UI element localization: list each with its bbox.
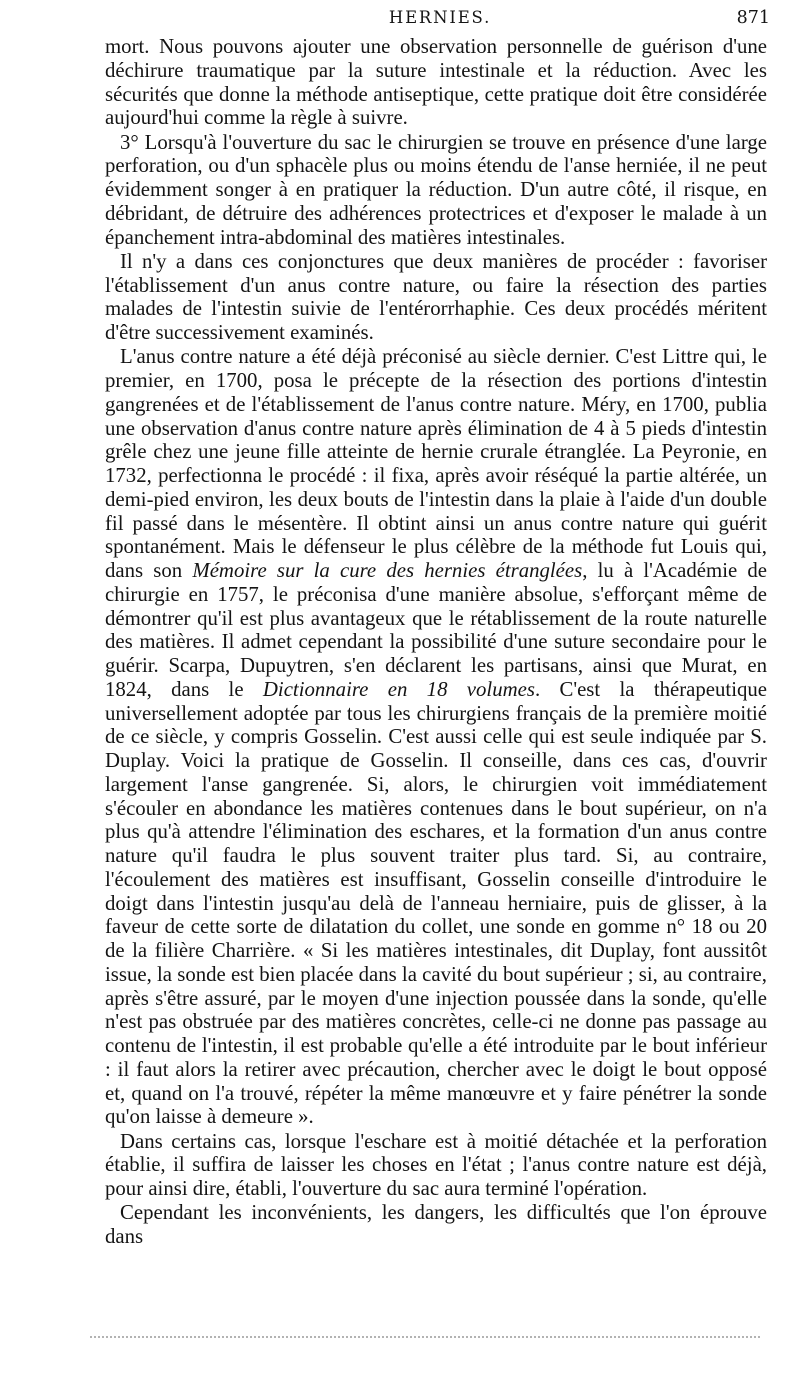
italic-title: Mémoire sur la cure des hernies étranglées bbox=[192, 559, 583, 582]
paragraph-text: Cependant les inconvénients, les dangers, les difficultés que l'on éprouve dans bbox=[105, 1201, 767, 1248]
paragraph-text: L'anus contre nature a été déjà préconisé au siècle dernier. C'est Littre qui, le premier, en 1700, posa le précepte de la résection des portions d'intestin gangrenées et de l'établissement de l'anus contre nature. Méry, en 1700, publia une observation d'anus contre nature après élimination de 4 à 5 pieds d'intestin grêle chez une jeune fille atteinte de hernie crurale étranglée. La Peyronie, en 1732, perfectionna le procédé : il fixa, après avoir réséqué la partie altérée, un demi-pied environ, les deux bouts de l'intestin dans la plaie à l'aide d'un double fil passé dans le mésentère. Il obtint ainsi un anus contre nature qui guérit spontanément. Mais le défenseur le plus célèbre de la méthode fut Louis qui, dans son bbox=[105, 345, 767, 582]
running-title: HERNIES. bbox=[388, 8, 492, 27]
page-number: 871 bbox=[736, 8, 770, 28]
running-head bbox=[110, 8, 770, 32]
paragraph-text: Il n'y a dans ces conjonctures que deux manières de procéder : favoriser l'établissement d'un anus contre nature, ou faire la résection des parties malades de l'intestin suivie de l'entérorrhaphie. Ces deux procédés méritent d'être successivement examinés. bbox=[105, 249, 767, 344]
paragraph-text: , lu à l'Académie de chirurgie en 1757, le préconisa d'une manière absolue, s'efforçant même de démontrer qu'il est plus avantageux que le rétablissement de la route naturelle des matières. Il admet cependant la possibilité d'une suture secondaire pour le guérir. Scarpa, Dupuytren, s'en déclarent les partisans, ainsi que Murat, en 1824, dans le bbox=[105, 559, 768, 701]
paragraph bbox=[105, 250, 767, 345]
paragraph bbox=[105, 35, 767, 130]
paragraph bbox=[105, 1130, 767, 1201]
body-text bbox=[105, 35, 767, 1249]
paragraph-text: mort. Nous pouvons ajouter une observation personnelle de guérison d'une déchirure traumatique par la suture intestinale et la réduction. Avec les sécurités que donne la méthode antiseptique, cette pratique doit être considérée aujourd'hui comme la règle à suivre. bbox=[105, 35, 767, 130]
paragraph bbox=[105, 345, 767, 1129]
footer-dotted-rule bbox=[90, 1336, 760, 1338]
paragraph-text: . C'est la thérapeutique universellement adoptée par tous les chirurgiens français de la première moitié de ce siècle, y compris Gosselin. C'est aussi celle qui est seule indiquée par S. Duplay. Voici la pratique de Gosselin. Il conseille, dans ces cas, d'ouvrir largement l'anse gangrenée. Si, alors, le chirurgien voit immédiatement s'écouler en abondance les matières contenues dans le bout supérieur, on n'a plus qu'à attendre l'élimination des eschares, et la formation d'un anus contre nature qu'il faudra le plus souvent traiter plus tard. Si, au contraire, l'écoulement des matières est insuffisant, Gosselin conseille d'introduire le doigt dans l'intestin jusqu'au delà de l'anneau herniaire, puis de glisser, à la faveur de cette sorte de dilatation du collet, une sonde en gomme n° 18 ou 20 de la filière Charrière. « Si les matières intestinales, dit Duplay, font aussitôt issue, la sonde est bien placée dans la cavité du bout supérieur ; si, au contraire, après s'être assuré, par le moyen d'une injection poussée dans la sonde, qu'elle n'est pas obstruée par des matières concrètes, celle-ci ne donne pas passage au contenu de l'intestin, il est probable qu'elle a été introduite par le bout inférieur : il faut alors la retirer avec précaution, chercher avec le doigt le bout opposé et, quand on l'a trouvé, répéter la même manœuvre et y faire pénétrer la sonde qu'on laisse à demeure ». bbox=[105, 677, 767, 1129]
paragraph-text: Dans certains cas, lorsque l'eschare est à moitié détachée et la perforation établie, il suffira de laisser les choses en l'état ; l'anus contre nature est déjà, pour ainsi dire, établi, l'ouverture du sac aura terminé l'opération. bbox=[105, 1129, 767, 1200]
italic-title: Dictionnaire en 18 volumes bbox=[262, 677, 535, 701]
paragraph bbox=[105, 131, 767, 250]
paragraph-text: 3° Lorsqu'à l'ouverture du sac le chirurgien se trouve en présence d'une large perforation, ou d'un sphacèle plus ou moins étendu de l'anse herniée, il ne peut évidemment songer à en pratiquer la réduction. D'un autre côté, il risque, en débridant, de détruire des adhérences protectrices et d'exposer le malade à un épanchement intra-abdominal des matières intestinales. bbox=[105, 130, 767, 249]
paragraph bbox=[105, 1201, 767, 1249]
